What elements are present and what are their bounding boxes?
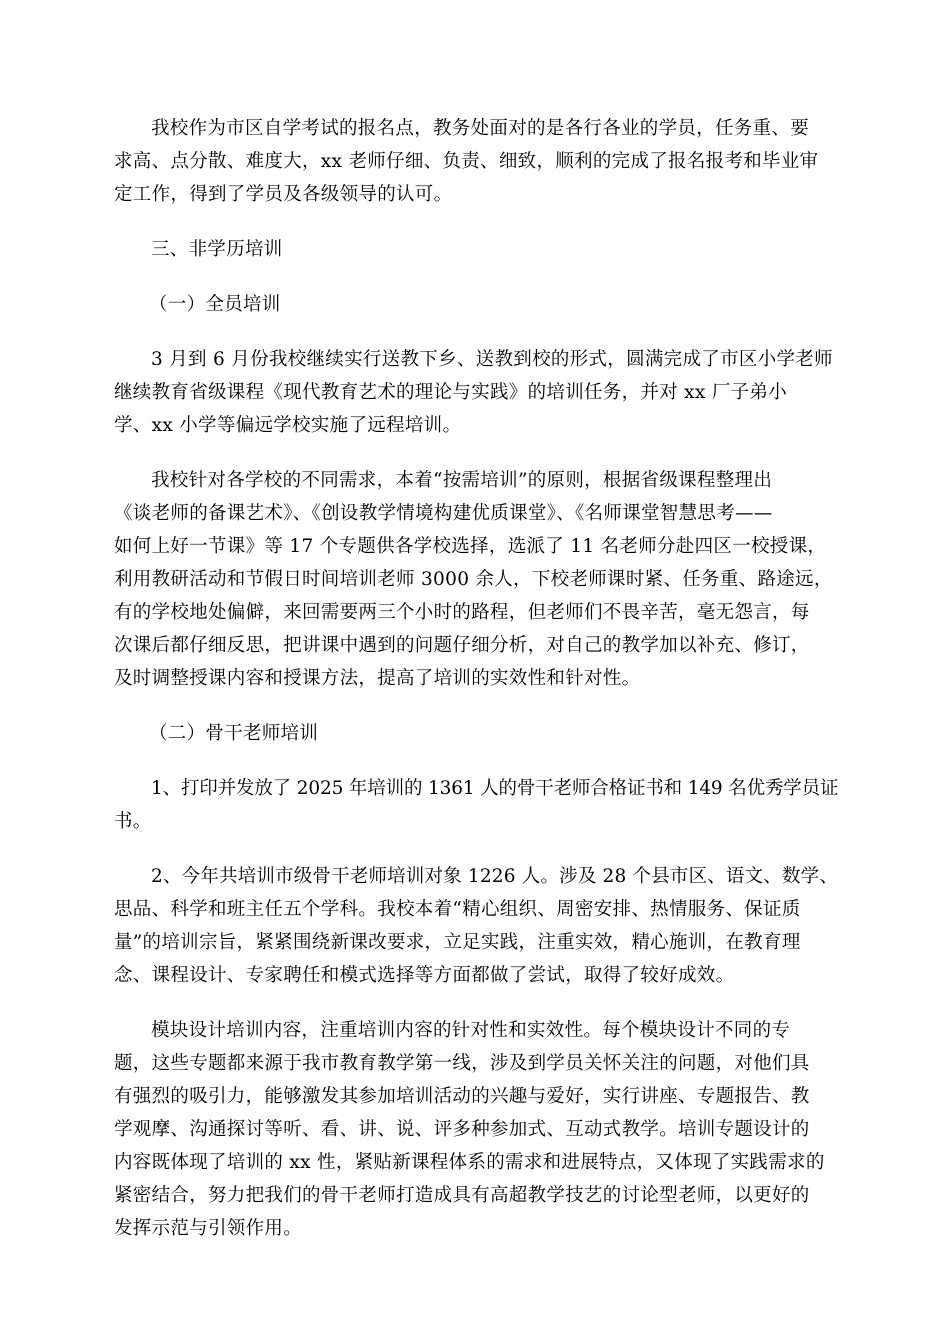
text-line: 发挥示范与引领作用。 [114,1218,303,1239]
text-line: 思品、科学和班主任五个学科。我校本着“精心组织、周密安排、热情服务、保证质 [114,899,801,920]
text-line: 利用教研活动和节假日时间培训老师 3000 余人，下校老师课时紧、任务重、路途远， [114,569,833,590]
text-line: 次课后都仔细反思，把讲课中遇到的问题仔细分析，对自己的教学加以补充、修订， [114,635,810,656]
text-line: 学观摩、沟通探讨等听、看、讲、说、评多种参加式、互动式教学。培训专题设计的 [114,1119,810,1140]
text-line: 模块设计培训内容，注重培训内容的针对性和实效性。每个模块设计不同的专 [151,1020,791,1041]
text-line: 内容既体现了培训的 xx 性，紧贴新课程体系的需求和进展特点，又体现了实践需求的 [114,1152,825,1173]
text-line: 我校作为市区自学考试的报名点，教务处面对的是各行各业的学员，任务重、要 [151,118,810,139]
subsection-heading-all-staff-training: （一）全员培训 [149,294,281,315]
subsection-heading-key-teacher-training: （二）骨干老师培训 [149,723,319,744]
text-line: 学、xx 小学等偏远学校实施了远程培训。 [114,415,462,436]
text-line: 及时调整授课内容和授课方法，提高了培训的实效性和针对性。 [114,668,641,689]
text-line: 继续教育省级课程《现代教育艺术的理论与实践》的培训任务，并对 xx 厂子弟小 [114,382,788,403]
text-line: 念、课程设计、专家聘任和模式选择等方面都做了尝试，取得了较好成效。 [114,965,735,986]
text-line: 2、今年共培训市级骨干老师培训对象 1226 人。涉及 28 个县市区、语文、数学、 [151,866,839,887]
paragraph-all-staff-training [114,343,838,442]
text-line: 书。 [114,811,152,832]
section-heading-non-degree-training: 三、非学历培训 [151,239,283,260]
text-line: 量”的培训宗旨，紧紧围绕新课改要求，立足实践，注重实效，精心施训，在教育理 [114,932,801,953]
text-line: 求高、点分散、难度大，xx 老师仔细、负责、细致，顺利的完成了报名报考和毕业审 [114,151,819,172]
paragraph-on-demand-training [114,464,838,695]
text-line: 3 月到 6 月份我校继续实行送教下乡、送教到校的形式，圆满完成了市区小学老师 [151,349,833,370]
text-line: 题，这些专题都来源于我市教育教学第一线，涉及到学员关怀关注的问题，对他们具 [114,1053,810,1074]
text-line: 我校针对各学校的不同需求，本着“按需培训”的原则，根据省级课程整理出 [151,470,773,491]
paragraph-key-teacher-program [114,860,838,992]
document-page [114,112,838,1267]
paragraph-module-design [114,1014,838,1245]
text-line: 紧密结合，努力把我们的骨干老师打造成具有高超教学技艺的讨论型老师，以更好的 [114,1185,810,1206]
text-line: 1、打印并发放了 2025 年培训的 1361 人的骨干老师合格证书和 149 名优秀学员证 [151,778,839,799]
text-line: 有的学校地处偏僻，来回需要两三个小时的路程，但老师们不畏辛苦，毫无怨言，每 [114,602,810,623]
text-line: 定工作，得到了学员及各级领导的认可。 [114,184,453,205]
text-line: 有强烈的吸引力，能够激发其参加培训活动的兴趣与爱好，实行讲座、专题报告、教 [114,1086,810,1107]
paragraph-exam-registration [114,112,838,211]
paragraph-certificates [114,772,838,838]
text-line: 如何上好一节课》等 17 个专题供各学校选择，选派了 11 名老师分赴四区一校授课， [114,536,827,557]
text-line: 《谈老师的备课艺术》、《创设教学情境构建优质课堂》、《名师课堂智慧思考—— [114,503,773,524]
